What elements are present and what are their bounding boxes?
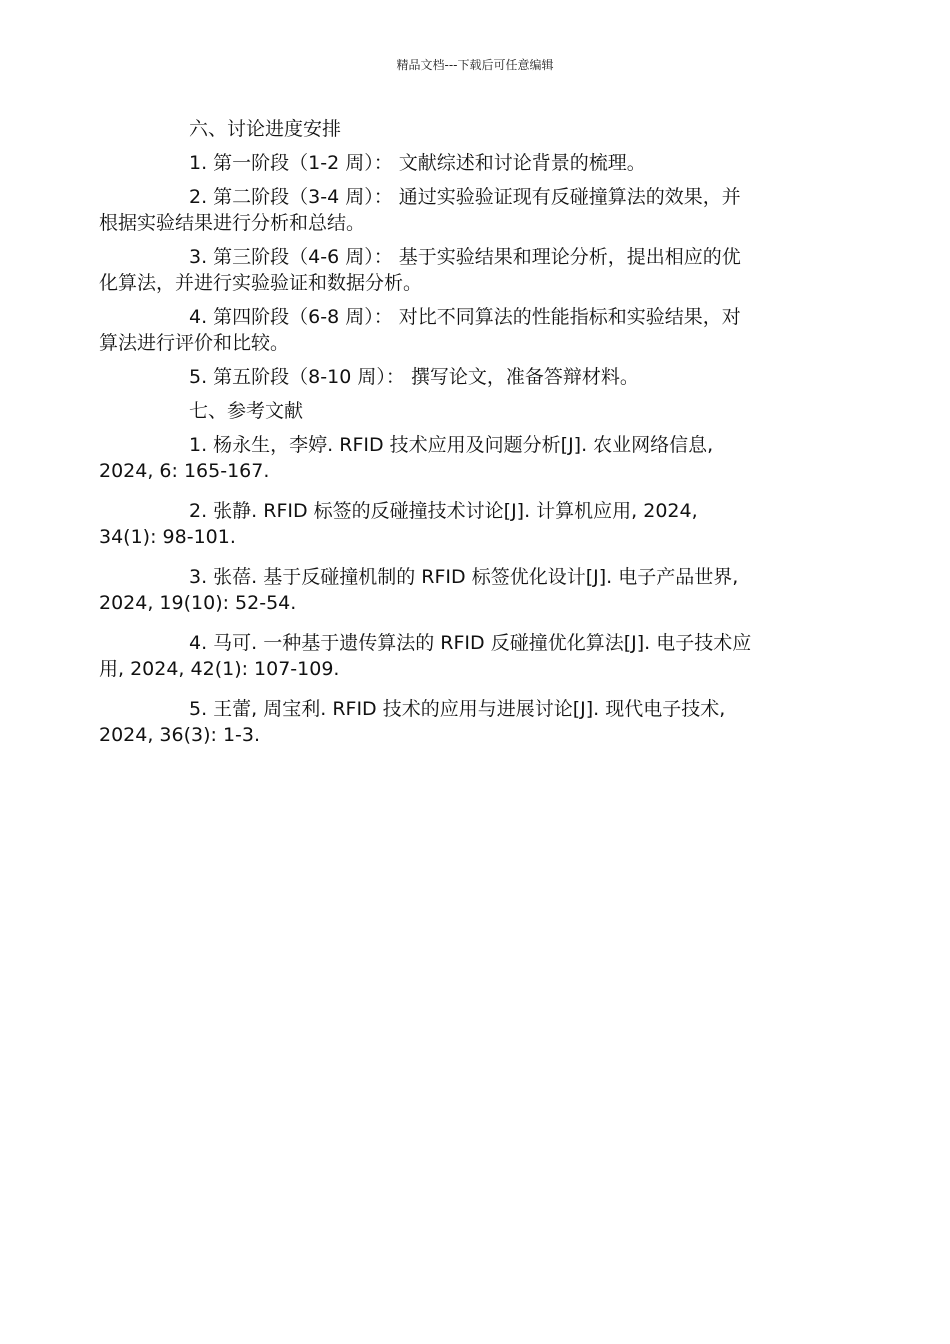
schedule-item-4 — [99, 304, 804, 356]
page-header: 精品文档---下载后可任意编辑 — [396, 58, 554, 72]
schedule-item-5-line-1: 5. 第五阶段（8-10 周）： 撰写论文，准备答辩材料。 — [189, 366, 639, 388]
reference-item-4-line-1: 4. 马可. 一种基于遗传算法的 RFID 反碰撞优化算法[J]. 电子技术应 — [189, 632, 752, 654]
reference-item-2-line-2: 34(1): 98-101. — [99, 526, 236, 548]
schedule-item-3-line-2: 化算法，并进行实验验证和数据分析。 — [99, 272, 423, 294]
section-heading-schedule: 六、讨论进度安排 — [189, 118, 342, 140]
schedule-item-2-line-2: 根据实验结果进行分析和总结。 — [99, 212, 366, 234]
schedule-item-5 — [144, 364, 804, 390]
reference-item-2-line-1: 2. 张静. RFID 标签的反碰撞技术讨论[J]. 计算机应用, 2024, — [189, 500, 698, 522]
reference-item-1-line-2: 2024, 6: 165-167. — [99, 460, 270, 482]
schedule-item-4-line-2: 算法进行评价和比较。 — [99, 332, 290, 354]
reference-item-1 — [99, 432, 804, 484]
schedule-item-3 — [99, 244, 804, 296]
reference-item-3-line-1: 3. 张蓓. 基于反碰撞机制的 RFID 标签优化设计[J]. 电子产品世界, — [189, 566, 739, 588]
document-body — [99, 116, 804, 762]
schedule-item-3-line-1: 3. 第三阶段（4-6 周）： 基于实验结果和理论分析，提出相应的优 — [189, 246, 741, 268]
reference-item-4 — [99, 630, 804, 682]
schedule-item-1-line-1: 1. 第一阶段（1-2 周）： 文献综述和讨论背景的梳理。 — [189, 152, 646, 174]
reference-item-5-line-1: 5. 王蕾, 周宝利. RFID 技术的应用与进展讨论[J]. 现代电子技术, — [189, 698, 726, 720]
schedule-item-2 — [99, 184, 804, 236]
reference-item-3-line-2: 2024, 19(10): 52-54. — [99, 592, 297, 614]
reference-item-5 — [99, 696, 804, 748]
schedule-item-4-line-1: 4. 第四阶段（6-8 周）： 对比不同算法的性能指标和实验结果，对 — [189, 306, 741, 328]
reference-item-4-line-2: 用, 2024, 42(1): 107-109. — [99, 658, 340, 680]
reference-item-3 — [99, 564, 804, 616]
schedule-item-1 — [144, 150, 804, 176]
schedule-item-2-line-1: 2. 第二阶段（3-4 周）： 通过实验验证现有反碰撞算法的效果，并 — [189, 186, 741, 208]
reference-item-1-line-1: 1. 杨永生，李婷. RFID 技术应用及问题分析[J]. 农业网络信息, — [189, 434, 714, 456]
reference-item-2 — [99, 498, 804, 550]
section-heading-references: 七、参考文献 — [189, 400, 304, 422]
reference-item-5-line-2: 2024, 36(3): 1-3. — [99, 724, 261, 746]
